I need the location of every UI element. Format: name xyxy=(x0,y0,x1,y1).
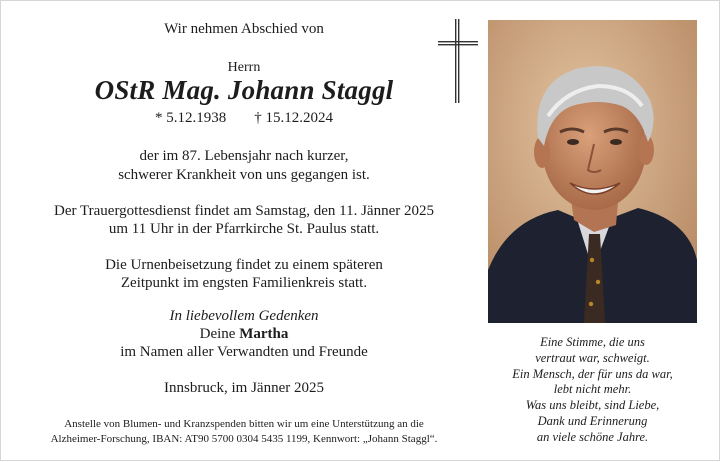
burial-line: Zeitpunkt im engsten Familienkreis statt. xyxy=(120,275,368,291)
poem-line: Dank und Erinnerung xyxy=(537,413,648,428)
intro-line: Wir nehmen Abschied von xyxy=(164,21,324,37)
obituary-text-column xyxy=(1,1,487,462)
poem-line: an viele schöne Jahre. xyxy=(536,429,649,444)
place-date: Innsbruck, im Jänner 2025 xyxy=(164,380,324,396)
burial-line: Die Urnenbeisetzung findet zu einem späteren xyxy=(105,257,383,273)
donation-note: Anstelle von Blumen- und Kranzspenden bitten wir um eine Unterstützung an die xyxy=(64,418,424,430)
mourner-prefix: Deine xyxy=(199,326,240,342)
life-dates xyxy=(1,110,487,127)
poem-line: Ein Mensch, der für uns da war, xyxy=(512,366,673,381)
birth-date: * 5.12.1938 xyxy=(155,110,227,126)
mourner-line xyxy=(1,326,487,343)
mourner-name: Martha xyxy=(239,326,289,342)
closing-line: im Namen aller Verwandten und Freunde xyxy=(120,344,368,360)
donation-note: Alzheimer-Forschung, IBAN: AT90 5700 0304 5435 1199, Kennwort: „Johann Staggl“. xyxy=(50,433,438,445)
poem-line: lebt nicht mehr. xyxy=(553,382,632,397)
death-date: † 15.12.2024 xyxy=(254,110,333,126)
closing-line: In liebevollem Gedenken xyxy=(169,308,319,324)
poem-line: Eine Stimme, die uns xyxy=(540,335,645,349)
service-line: um 11 Uhr in der Pfarrkirche St. Paulus statt. xyxy=(108,221,380,237)
portrait-photo xyxy=(488,20,697,323)
poem-line: Was uns bleibt, sind Liebe, xyxy=(525,398,660,413)
paragraph-line: schwerer Krankheit von uns gegangen ist. xyxy=(118,167,370,183)
deceased-name: OStR Mag. Johann Staggl xyxy=(94,75,394,105)
paragraph-line: der im 87. Lebensjahr nach kurzer, xyxy=(139,148,349,164)
poem-line: vertraut war, schweigt. xyxy=(535,350,650,365)
memorial-poem xyxy=(488,335,697,446)
cross-icon xyxy=(438,19,478,103)
service-line: Der Trauergottesdienst findet am Samstag, den 11. Jänner 2025 xyxy=(54,203,434,219)
salutation: Herrn xyxy=(227,60,261,75)
